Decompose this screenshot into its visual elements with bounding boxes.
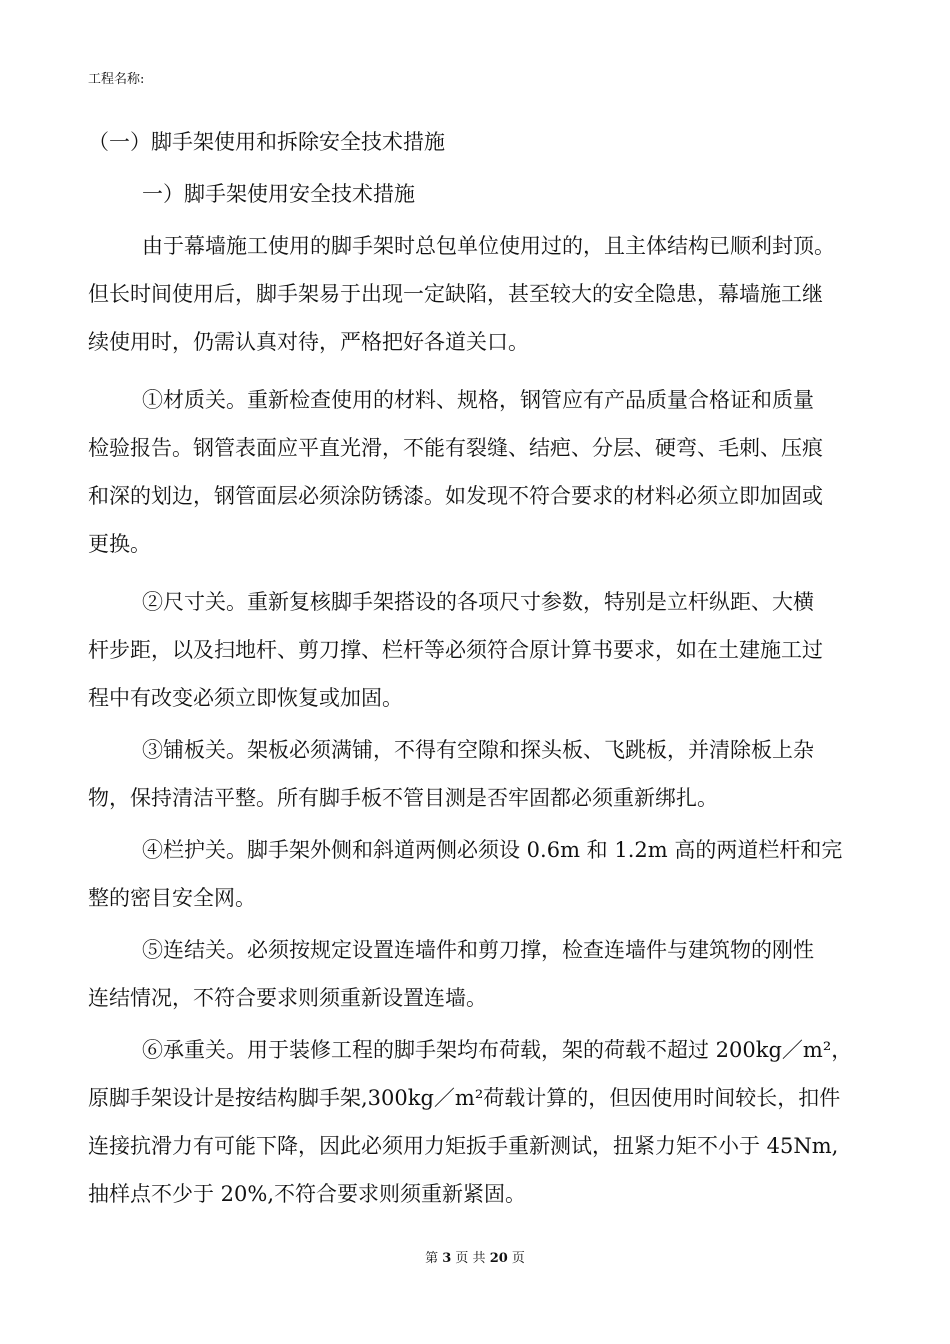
- section-heading: （一）脚手架使用和拆除安全技术措施: [88, 130, 445, 154]
- paragraph-line: 和深的划边，钢管面层必须涂防锈漆。如发现不符合要求的材料必须立即加固或: [88, 484, 823, 508]
- page-footer: [0, 1251, 950, 1267]
- paragraph-line: 整的密目安全网。: [88, 886, 256, 910]
- paragraph-line: ④栏护关。脚手架外侧和斜道两侧必须设 0.6m 和 1.2m 高的两道栏杆和完: [142, 838, 843, 862]
- paragraph-connection: [88, 926, 864, 1022]
- paragraph-line: ①材质关。重新检查使用的材料、规格，钢管应有产品质量合格证和质量: [142, 388, 814, 412]
- paragraph-intro: [88, 222, 864, 366]
- current-page-number: 3: [442, 1251, 452, 1266]
- paragraph-line: ⑤连结关。必须按规定设置连墙件和剪刀撑，检查连墙件与建筑物的刚性: [142, 938, 814, 962]
- paragraph-line: 程中有改变必须立即恢复或加固。: [88, 686, 403, 710]
- document-body: [88, 118, 864, 1218]
- paragraph-line: 杆步距，以及扫地杆、剪刀撑、栏杆等必须符合原计算书要求，如在土建施工过: [88, 638, 823, 662]
- paragraph-line: 物，保持清洁平整。所有脚手板不管目测是否牢固都必须重新绑扎。: [88, 786, 718, 810]
- total-pages-number: 20: [489, 1251, 508, 1266]
- paragraph-load-bearing: [88, 1026, 864, 1218]
- paragraph-line: 连接抗滑力有可能下降，因此必须用力矩扳手重新测试，扭紧力矩不小于 45Nm,: [88, 1134, 839, 1158]
- paragraph-material: [88, 376, 864, 568]
- paragraph-guardrail: [88, 826, 864, 922]
- footer-prefix: 第: [425, 1251, 439, 1266]
- paragraph-dimension: [88, 578, 864, 722]
- paragraph-line: 原脚手架设计是按结构脚手架,300kg／m²荷载计算的，但因使用时间较长，扣件: [88, 1086, 841, 1110]
- paragraph-line: 抽样点不少于 20%,不符合要求则须重新紧固。: [88, 1182, 527, 1206]
- subsection-heading: 一）脚手架使用安全技术措施: [142, 182, 415, 206]
- paragraph-line: 连结情况，不符合要求则须重新设置连墙。: [88, 986, 487, 1010]
- footer-suffix: 页: [511, 1251, 525, 1266]
- paragraph-line: ⑥承重关。用于装修工程的脚手架均布荷载，架的荷载不超过 200kg／m²，: [142, 1038, 853, 1062]
- paragraph-line: 检验报告。钢管表面应平直光滑，不能有裂缝、结疤、分层、硬弯、毛刺、压痕: [88, 436, 823, 460]
- paragraph-line: ③铺板关。架板必须满铺，不得有空隙和探头板、飞跳板，并清除板上杂: [142, 738, 814, 762]
- paragraph-planking: [88, 726, 864, 822]
- paragraph-line: 由于幕墙施工使用的脚手架时总包单位使用过的，且主体结构已顺利封顶。: [142, 234, 835, 258]
- paragraph-line: ②尺寸关。重新复核脚手架搭设的各项尺寸参数，特别是立杆纵距、大横: [142, 590, 814, 614]
- paragraph-line: 但长时间使用后，脚手架易于出现一定缺陷，甚至较大的安全隐患，幕墙施工继: [88, 282, 823, 306]
- paragraph-line: 续使用时，仍需认真对待，严格把好各道关口。: [88, 330, 529, 354]
- footer-middle: 页 共: [455, 1251, 486, 1266]
- project-name-label: 工程名称:: [88, 72, 145, 87]
- paragraph-line: 更换。: [88, 532, 151, 556]
